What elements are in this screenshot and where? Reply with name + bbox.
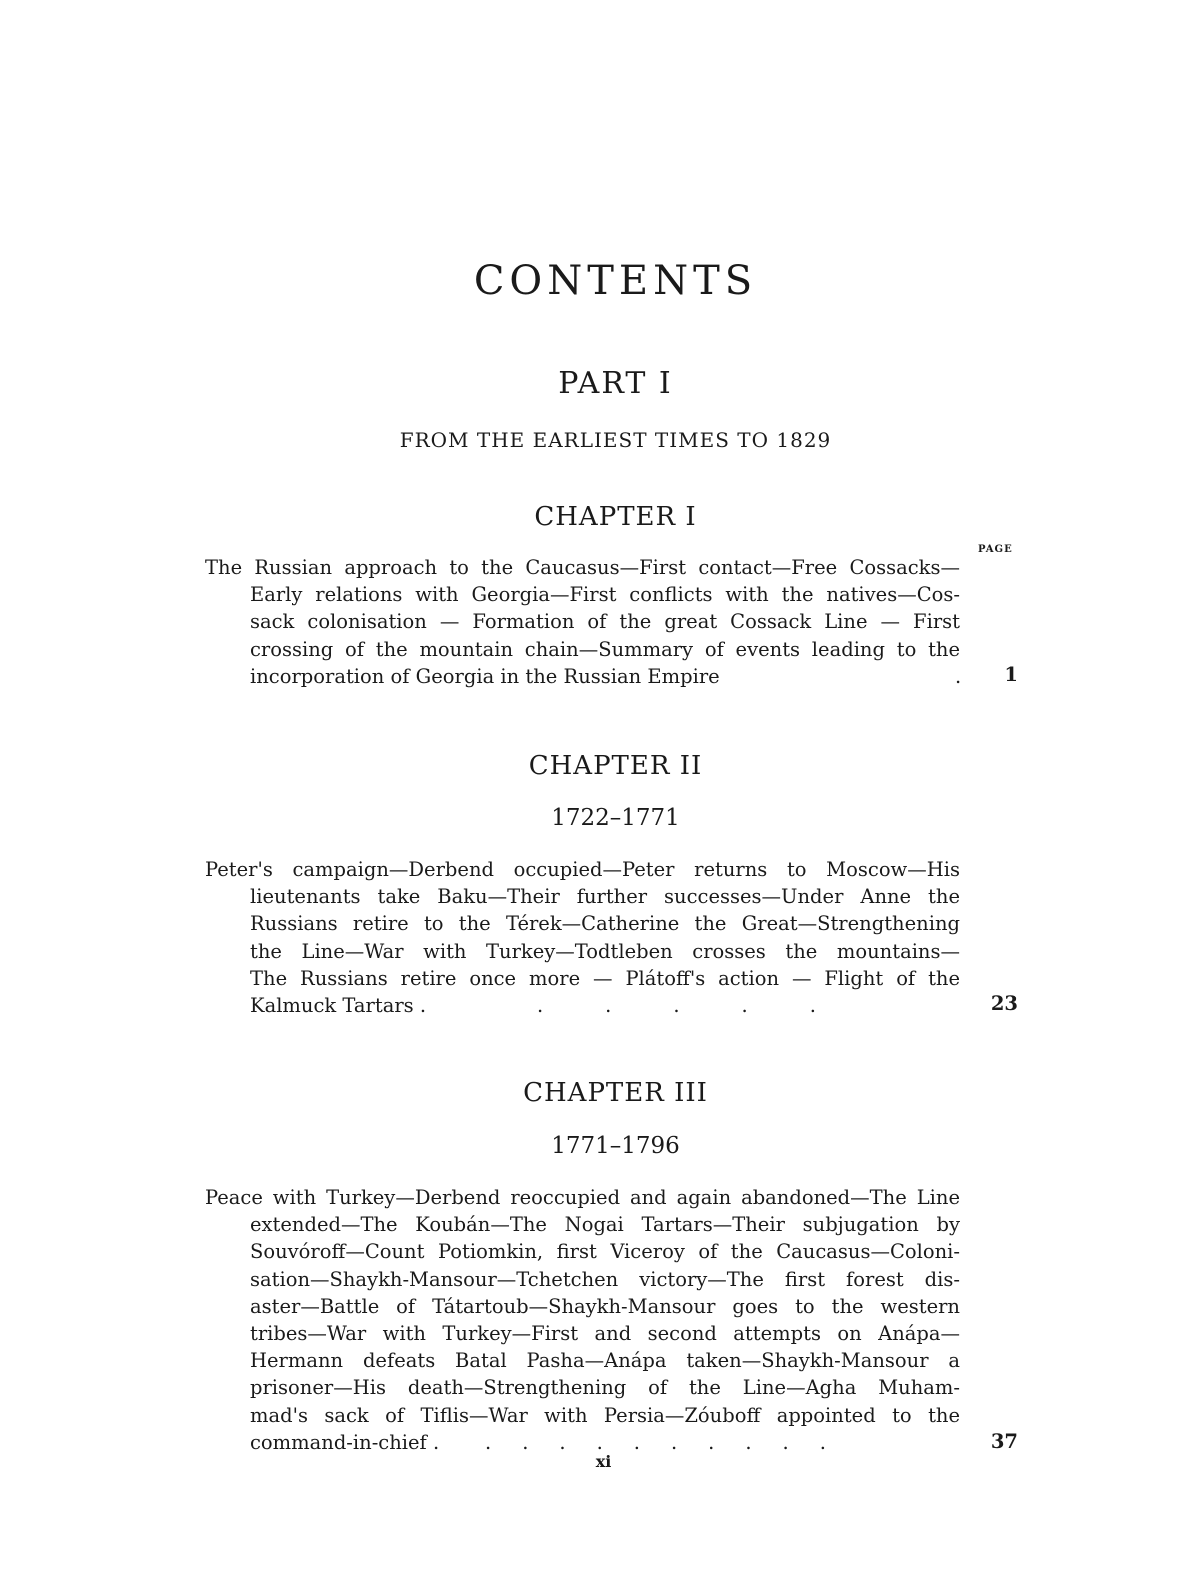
summary-line: Hermann defeats Batal Pasha—Anápa taken—Shaykh-Mansour a [250,1349,960,1373]
summary-line: Peter's campaign—Derbend occupied—Peter returns to Moscow—His [205,858,960,881]
summary-line: sack colonisation — Formation of the great Cossack Line — First [250,610,960,634]
page-number: 1 [1004,663,1018,686]
dot-leader: . . . . . [537,993,816,1017]
summary-line-text: incorporation of Georgia in the Russian Empire [250,664,720,688]
summary-line: tribes—War with Turkey—First and second attempts on Anápa— [250,1321,960,1345]
part-subtitle: FROM THE EARLIEST TIMES TO 1829 [399,428,832,452]
summary-line: prisoner—His death—Strengthening of the Line—Agha Muham- [250,1376,960,1400]
summary-line: Peace with Turkey—Derbend reoccupied and again abandoned—The Line [205,1186,960,1209]
chapter-dates: 1771–1796 [551,1133,680,1159]
summary-line: crossing of the mountain chain—Summary of events leading to the [250,637,960,661]
chapter-heading: CHAPTER III [523,1078,708,1108]
chapter-summary [205,856,960,1019]
page-folio: xi [595,1452,612,1471]
summary-line: mad's sack of Tiflis—War with Persia—Zóuboff appointed to the [250,1403,960,1427]
page-column-label: PAGE [978,544,1013,555]
summary-line: Souvóroff—Count Potiomkin, first Viceroy of the Caucasus—Coloni- [250,1240,960,1264]
summary-line: The Russians retire once more — Plátoff's action — Flight of the [250,966,960,990]
summary-line [205,992,960,1019]
chapter-dates: 1722–1771 [551,805,680,831]
summary-line: aster—Battle of Tátartoub—Shaykh-Mansour goes to the western [250,1294,960,1318]
page-title: CONTENTS [473,258,758,304]
summary-line: sation—Shaykh-Mansour—Tchetchen victory—The first forest dis- [250,1267,960,1291]
summary-line: Early relations with Georgia—First conflicts with the natives—Cos- [250,583,960,607]
summary-line: The Russian approach to the Caucasus—First contact—Free Cossacks— [205,556,960,579]
summary-line: the Line—War with Turkey—Todtleben crosses the mountains— [250,939,960,963]
summary-line [205,663,960,690]
chapter-summary [205,1184,960,1456]
summary-line: lieutenants take Baku—Their further successes—Under Anne the [250,885,960,909]
chapter-summary [205,554,960,690]
chapter-heading: CHAPTER I [534,502,697,532]
chapter-heading: CHAPTER II [528,751,703,781]
summary-line-text: command-in-chief . [250,1430,440,1454]
summary-line-text: Kalmuck Tartars . [250,993,427,1017]
summary-line: extended—The Koubán—The Nogai Tartars—Their subjugation by [250,1213,960,1237]
part-title: PART I [558,366,673,401]
summary-line: Russians retire to the Térek—Catherine the Great—Strengthening [250,912,960,936]
dot-leader: . [955,664,962,688]
dot-leader: . . . . . . . . . . [485,1430,826,1454]
page-number: 37 [990,1430,1018,1453]
page-number: 23 [990,992,1018,1015]
